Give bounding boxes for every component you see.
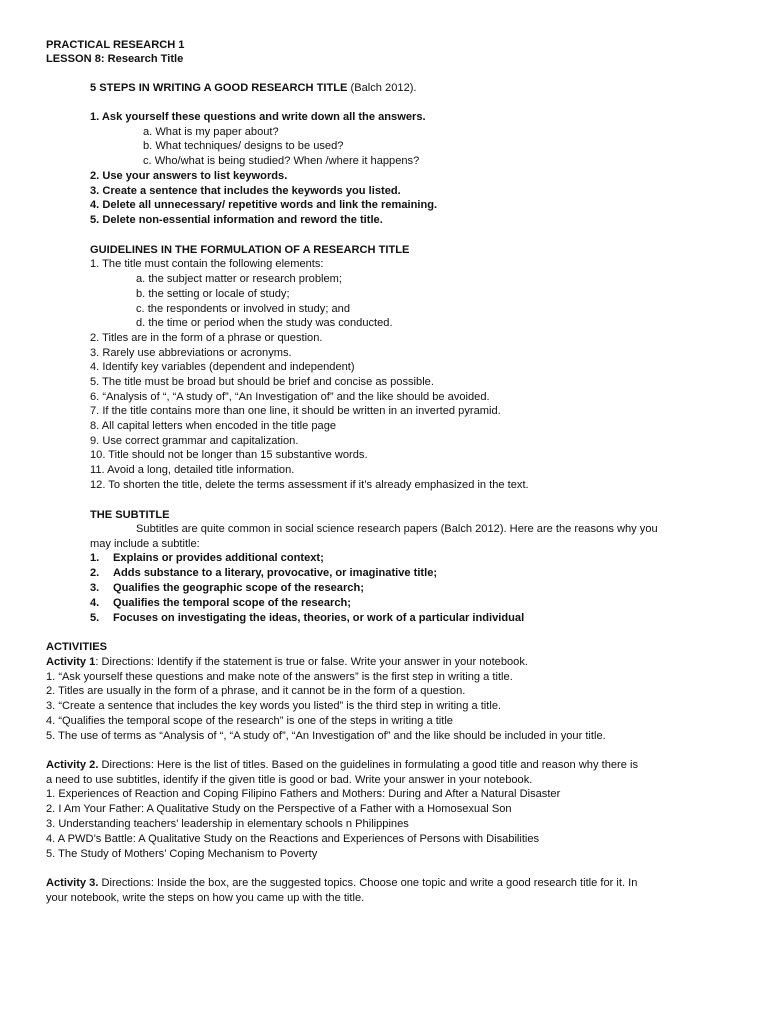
activity-3-directions-cont: your notebook, write the steps on how you came up with the title. [46,892,365,904]
activity-1-directions: Activity 1: Directions: Identify if the statement is true or false. Write your answer in your notebook. [46,656,528,668]
steps-heading [90,81,417,96]
activities-heading: ACTIVITIES [46,641,108,653]
subtitle-reason: 3. Qualifies the geographic scope of the research; [90,582,364,594]
guideline-item: 2. Titles are in the form of a phrase or question. [90,332,323,344]
activity-2-directions: Activity 2. Directions: Here is the list of titles. Based on the guidelines in formulating a good title and reason why there is [46,759,638,771]
guideline-element: a. the subject matter or research problem; [136,273,342,285]
guideline-item: 9. Use correct grammar and capitalization. [90,435,299,447]
activity-item: 1. Experiences of Reaction and Coping Filipino Fathers and Mothers: During and After a Natural Disaster [46,788,561,800]
activity-item: 5. The Study of Mothers’ Coping Mechanism to Poverty [46,848,318,860]
guideline-element: b. the setting or locale of study; [136,288,290,300]
step-item: 2. Use your answers to list keywords. [90,170,288,182]
activity-3-directions: Activity 3. Directions: Inside the box, are the suggested topics. Choose one topic and write a good research title for it. In [46,877,638,889]
steps-title: 5 STEPS IN WRITING A GOOD RESEARCH TITLE [90,82,348,94]
step-item: 4. Delete all unnecessary/ repetitive words and link the remaining. [90,199,438,211]
guideline-element: d. the time or period when the study was conducted. [136,317,393,329]
subtitle-paragraph: Subtitles are quite common in social science research papers (Balch 2012). Here are the reasons why you [136,523,658,535]
guideline-item: 6. “Analysis of “, “A study of”, “An Investigation of” and the like should be avoided. [90,391,490,403]
guideline-item: 5. The title must be broad but should be brief and concise as possible. [90,376,434,388]
activity-item: 2. Titles are usually in the form of a phrase, and it cannot be in the form of a question. [46,685,466,697]
guidelines-title: GUIDELINES IN THE FORMULATION OF A RESEARCH TITLE [90,244,410,256]
step-item: 3. Create a sentence that includes the keywords you listed. [90,185,401,197]
subtitle-reason: 2. Adds substance to a literary, provocative, or imaginative title; [90,567,438,579]
activity-item: 5. The use of terms as “Analysis of “, “A study of”, “An Investigation of” and the like should be included in your title. [46,730,606,742]
lesson-title: LESSON 8: Research Title [46,53,184,65]
course-title: PRACTICAL RESEARCH 1 [46,39,185,51]
activity-2-directions-cont: a need to use subtitles, identify if the given title is good or bad. Write your answer in your notebook. [46,774,533,786]
subtitle-heading: THE SUBTITLE [90,509,170,521]
guideline-item: 11. Avoid a long, detailed title information. [90,464,295,476]
step-subquestion: c. Who/what is being studied? When /where it happens? [143,155,420,167]
activity-item: 4. “Qualifies the temporal scope of the research” is one of the steps in writing a title [46,715,453,727]
activity-item: 4. A PWD’s Battle: A Qualitative Study on the Reactions and Experiences of Persons with Disabilities [46,833,540,845]
subtitle-reason: 4. Qualifies the temporal scope of the research; [90,597,351,609]
activity-item: 2. I Am Your Father: A Qualitative Study on the Perspective of a Father with a Homosexual Son [46,803,512,815]
step-item: 5. Delete non-essential information and reword the title. [90,214,383,226]
guideline-item: 12. To shorten the title, delete the terms assessment if it’s already emphasized in the text. [90,479,529,491]
subtitle-reason: 5. Focuses on investigating the ideas, theories, or work of a particular individual [90,612,525,624]
guideline-item: 7. If the title contains more than one line, it should be written in an inverted pyramid. [90,405,501,417]
step-item: 1. Ask yourself these questions and write down all the answers. [90,111,426,123]
activity-item: 1. “Ask yourself these questions and make note of the answers” is the first step in writing a title. [46,671,513,683]
activity-item: 3. “Create a sentence that includes the key words you listed” is the third step in writing a title. [46,700,502,712]
guideline-element: c. the respondents or involved in study; and [136,303,350,315]
step-subquestion: b. What techniques/ designs to be used? [143,140,344,152]
subtitle-paragraph: may include a subtitle: [90,538,200,550]
guideline-item: 10. Title should not be longer than 15 substantive words. [90,449,368,461]
guideline-item: 1. The title must contain the following elements: [90,258,324,270]
guideline-item: 8. All capital letters when encoded in the title page [90,420,337,432]
steps-citation: (Balch 2012). [350,82,417,94]
subtitle-reason: 1. Explains or provides additional context; [90,552,324,564]
step-subquestion: a. What is my paper about? [143,126,279,138]
activity-item: 3. Understanding teachers’ leadership in elementary schools n Philippines [46,818,409,830]
guideline-item: 4. Identify key variables (dependent and independent) [90,361,355,373]
guideline-item: 3. Rarely use abbreviations or acronyms. [90,347,292,359]
